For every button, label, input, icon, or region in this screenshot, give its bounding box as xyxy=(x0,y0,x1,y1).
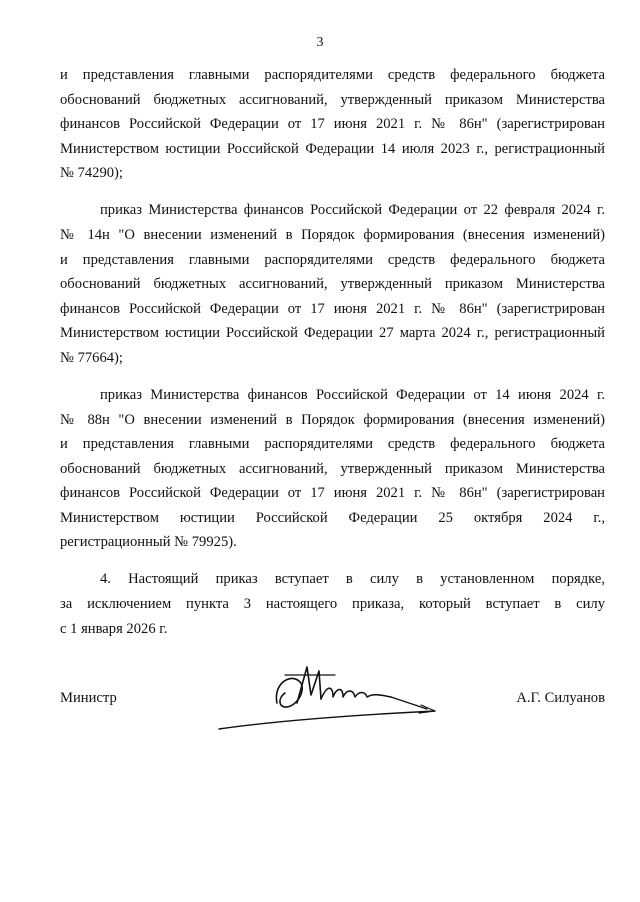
text-line: № 74290); xyxy=(60,165,123,182)
text-line: и представления главными распорядителями средств федерального бюджета xyxy=(60,251,605,268)
text-line: и представления главными распорядителями средств федерального бюджета xyxy=(60,67,605,83)
paragraph-order-14n xyxy=(60,198,605,370)
text-line: № 88н "О внесении изменений в Порядок формирования (внесения изменений) xyxy=(60,411,605,428)
text-line: обоснований бюджетных ассигнований, утвержденный приказом Министерства xyxy=(60,460,605,477)
text-line: финансов Российской Федерации от 17 июня 2021 г. № 86н" (зарегистрирован xyxy=(60,300,605,317)
text-line: за исключением пункта 3 настоящего приказа, который вступает в силу xyxy=(60,596,605,613)
signatory-title: Министр xyxy=(60,690,117,706)
text-line: Министерством юстиции Российской Федерации 14 июля 2023 г., регистрационный xyxy=(60,140,605,157)
paragraph-item-4 xyxy=(60,567,605,641)
page-number: 3 xyxy=(316,35,324,50)
text-line: Министерством юстиции Российской Федерации 25 октября 2024 г., xyxy=(60,509,605,526)
text-line: 4. Настоящий приказ вступает в силу в установленном порядке, xyxy=(100,571,605,588)
text-line: № 77664); xyxy=(60,349,123,366)
text-line: с 1 января 2026 г. xyxy=(60,620,168,637)
text-line: обоснований бюджетных ассигнований, утвержденный приказом Министерства xyxy=(60,91,605,108)
text-line: Министерством юстиции Российской Федерации 27 марта 2024 г., регистрационный xyxy=(60,325,605,342)
text-line: и представления главными распорядителями средств федерального бюджета xyxy=(60,436,605,453)
text-line: обоснований бюджетных ассигнований, утвержденный приказом Министерства xyxy=(60,276,605,293)
signatory-name: А.Г. Силуанов xyxy=(516,690,605,706)
text-line: № 14н "О внесении изменений в Порядок формирования (внесения изменений) xyxy=(60,226,605,243)
text-line: финансов Российской Федерации от 17 июня 2021 г. № 86н" (зарегистрирован xyxy=(60,485,605,502)
paragraph-order-88n xyxy=(60,383,605,555)
paragraph-continuation xyxy=(60,63,605,186)
text-line: приказ Министерства финансов Российской Федерации от 22 февраля 2024 г. xyxy=(100,202,605,219)
text-line: приказ Министерства финансов Российской Федерации от 14 июня 2024 г. xyxy=(100,386,605,403)
text-line: финансов Российской Федерации от 17 июня 2021 г. № 86н" (зарегистрирован xyxy=(60,116,605,133)
document-body xyxy=(60,63,605,641)
text-line: регистрационный № 79925). xyxy=(60,534,237,551)
signature-block xyxy=(60,690,605,714)
